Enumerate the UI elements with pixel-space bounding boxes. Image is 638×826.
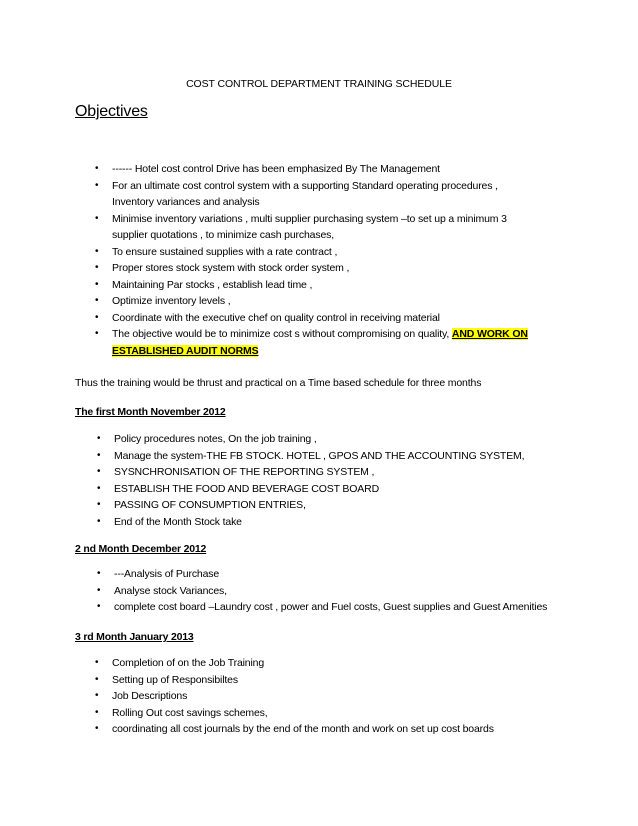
bullet-icon: • [97, 568, 101, 579]
month2-list [97, 566, 614, 616]
bullet-icon: • [97, 601, 101, 612]
list-item: • Policy procedures notes, On the job training , [114, 431, 614, 448]
bullet-icon: • [95, 311, 99, 323]
list-item: • Proper stores stock system with stock order system , [112, 260, 612, 277]
list-item: • Setting up of Responsibiltes [112, 672, 612, 689]
list-item: • complete cost board –Laundry cost , power and Fuel costs, Guest supplies and Guest Amenities [114, 599, 614, 616]
bullet-icon: • [97, 449, 101, 461]
intro-paragraph: Thus the training would be thrust and practical on a Time based schedule for three months [75, 377, 482, 389]
bullet-icon: • [95, 690, 99, 701]
bullet-icon: • [95, 706, 99, 718]
list-item: • SYSNCHRONISATION OF THE REPORTING SYSTEM , [114, 464, 614, 481]
list-item: • ---Analysis of Purchase [114, 566, 614, 583]
list-item: • Coordinate with the executive chef on quality control in receiving material [112, 310, 612, 327]
month3-heading: 3 rd Month January 2013 [75, 631, 194, 643]
month1-heading: The first Month November 2012 [75, 406, 226, 418]
bullet-icon: • [95, 163, 99, 174]
bullet-icon: • [95, 295, 99, 306]
list-item: • Minimise inventory variations , multi supplier purchasing system –to set up a minimum 3 [112, 211, 612, 228]
list-item: • ESTABLISH THE FOOD AND BEVERAGE COST BOARD [114, 481, 614, 498]
bullet-icon: • [97, 515, 101, 527]
document-title: COST CONTROL DEPARTMENT TRAINING SCHEDULE [186, 78, 452, 90]
list-item: • Manage the system-THE FB STOCK. HOTEL , GPOS AND THE ACCOUNTING SYSTEM, [114, 448, 614, 465]
list-item: • To ensure sustained supplies with a rate contract , [112, 244, 612, 261]
month3-list [95, 655, 612, 738]
list-item: • PASSING OF CONSUMPTION ENTRIES, [114, 497, 614, 514]
list-item: • Job Descriptions [112, 688, 612, 705]
bullet-icon: • [95, 212, 99, 224]
bullet-icon: • [97, 499, 101, 510]
bullet-icon: • [97, 466, 101, 477]
objectives-heading: Objectives [75, 103, 148, 120]
bullet-icon: • [95, 179, 99, 191]
list-item: • Optimize inventory levels , [112, 293, 612, 310]
month1-list [97, 431, 614, 530]
highlighted-text: AND WORK ON [451, 328, 528, 340]
list-item-continuation [112, 343, 612, 360]
bullet-icon: • [97, 433, 101, 444]
list-item: • The objective would be to minimize cost s without compromising on quality, AND WORK ON [112, 326, 612, 343]
list-item: • For an ultimate cost control system with a supporting Standard operating procedures , [112, 178, 612, 195]
objectives-list [95, 161, 612, 359]
bullet-icon: • [95, 657, 99, 668]
highlighted-text: ESTABLISHED AUDIT NORMS [112, 344, 259, 357]
bullet-icon: • [95, 262, 99, 273]
list-item-continuation: supplier quotations , to minimize cash purchases, [112, 229, 335, 241]
list-item: • Rolling Out cost savings schemes, [112, 705, 612, 722]
list-item-continuation: Inventory variances and analysis [112, 196, 260, 208]
bullet-icon: • [95, 328, 99, 339]
bullet-icon: • [95, 245, 99, 257]
list-item: • ------ Hotel cost control Drive has been emphasized By The Management [112, 161, 612, 178]
bullet-icon: • [95, 723, 99, 734]
list-item: • End of the Month Stock take [114, 514, 614, 531]
list-item: • Analyse stock Variances, [114, 583, 614, 600]
bullet-icon: • [97, 584, 101, 596]
list-item: • coordinating all cost journals by the end of the month and work on set up cost boards [112, 721, 612, 738]
list-item: • Completion of on the Job Training [112, 655, 612, 672]
month2-heading: 2 nd Month December 2012 [75, 543, 207, 555]
bullet-icon: • [95, 278, 99, 290]
bullet-icon: • [95, 673, 99, 685]
list-item: • Maintaining Par stocks , establish lead time , [112, 277, 612, 294]
bullet-icon: • [97, 482, 101, 494]
